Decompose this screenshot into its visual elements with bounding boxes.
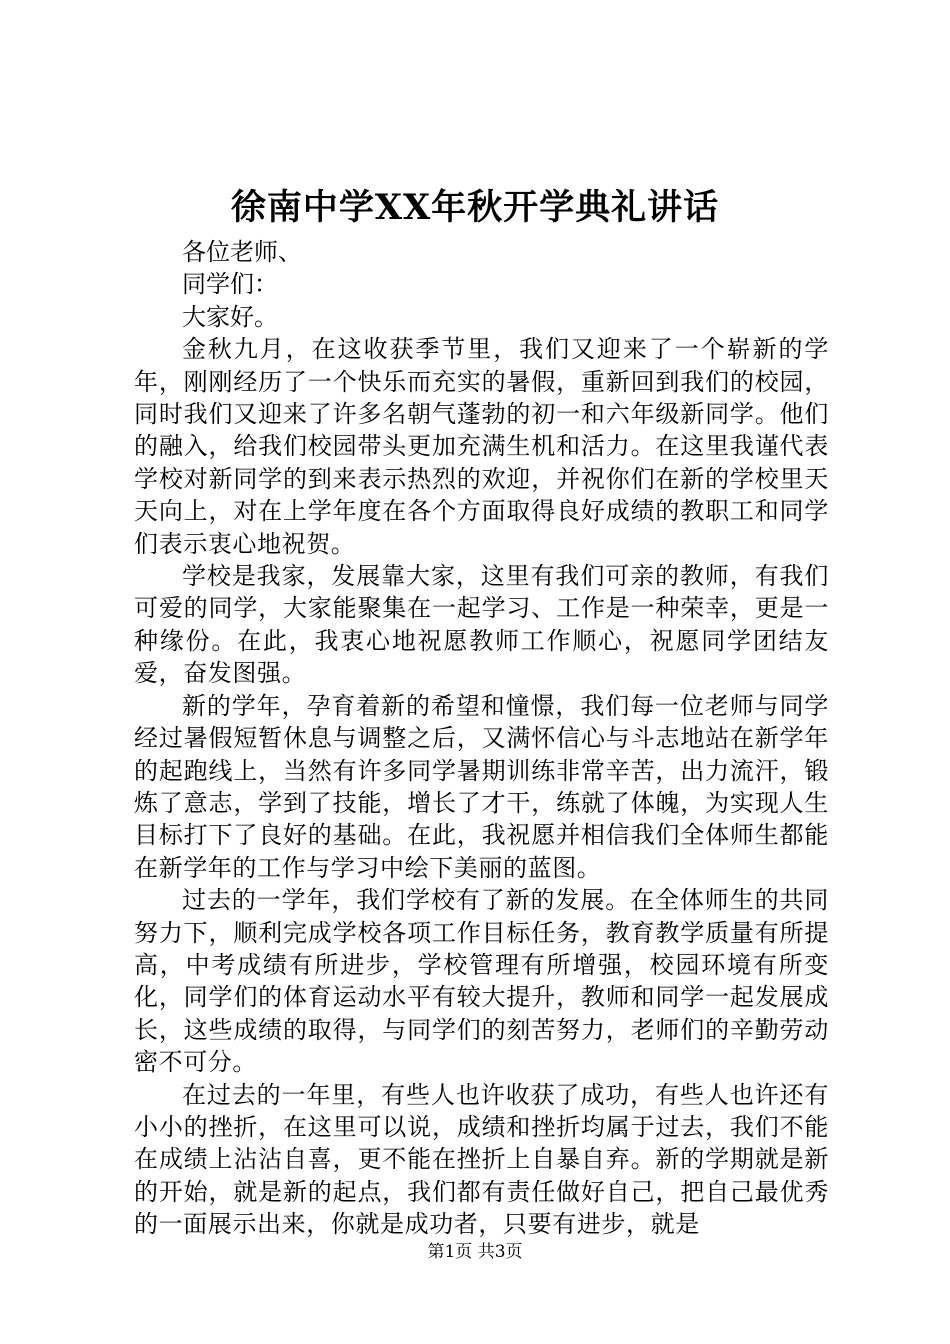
body-paragraph: 学校是我家，发展靠大家，这里有我们可亲的教师，有我们可爱的同学，大家能聚集在一起学习、工作是一种荣幸，更是一种缘份。在此，我衷心地祝愿教师工作顺心，祝愿同学团结友爱，奋发图强。	[134, 562, 829, 688]
greeting-line: 各位老师、	[182, 238, 302, 266]
body-paragraph: 在过去的一年里，有些人也许收获了成功，有些人也许还有小小的挫折，在这里可以说，成绩和挫折均属于过去，我们不能在成绩上沾沾自喜，更不能在挫折上自暴自弃。新的学期就是新的开始，就是新的起点，我们都有责任做好自己，把自己最优秀的一面展示出来，你就是成功者，只要有进步，就是	[134, 1080, 829, 1239]
greeting-line: 大家好。	[182, 302, 278, 331]
document-body	[134, 236, 829, 1241]
document-title: 徐南中学XX年秋开学典礼讲话	[230, 187, 720, 228]
body-paragraph: 过去的一学年，我们学校有了新的发展。在全体师生的共同努力下，顺利完成学校各项工作目标任务，教育教学质量有所提高，中考成绩有所进步，学校管理有所增强，校园环境有所变化，同学们的体育运动水平有较大提升，教师和同学一起发展成长，这些成绩的取得，与同学们的刻苦努力，老师们的辛勤劳动密不可分。	[134, 886, 829, 1077]
greeting-line: 同学们：	[182, 270, 278, 299]
page-footer: 第1页 共3页	[427, 1242, 523, 1262]
body-paragraph: 新的学年，孕育着新的希望和憧憬，我们每一位老师与同学经过暑假短暂休息与调整之后，又满怀信心与斗志地站在新学年的起跑线上，当然有许多同学暑期训练非常辛苦，出力流汗，锻炼了意志，学到了技能，增长了才干，练就了体魄，为实现人生目标打下了良好的基础。在此，我祝愿并相信我们全体师生都能在新学年的工作与学习中绘下美丽的蓝图。	[134, 691, 829, 882]
body-paragraph: 金秋九月，在这收获季节里，我们又迎来了一个崭新的学年，刚刚经历了一个快乐而充实的暑假，重新回到我们的校园，同时我们又迎来了许多名朝气蓬勃的初一和六年级新同学。他们的融入，给我们校园带头更加充满生机和活力。在这里我谨代表学校对新同学的到来表示热烈的欢迎，并祝你们在新的学校里天天向上，对在上学年度在各个方面取得良好成绩的教职工和同学们表示衷心地祝贺。	[134, 335, 829, 558]
